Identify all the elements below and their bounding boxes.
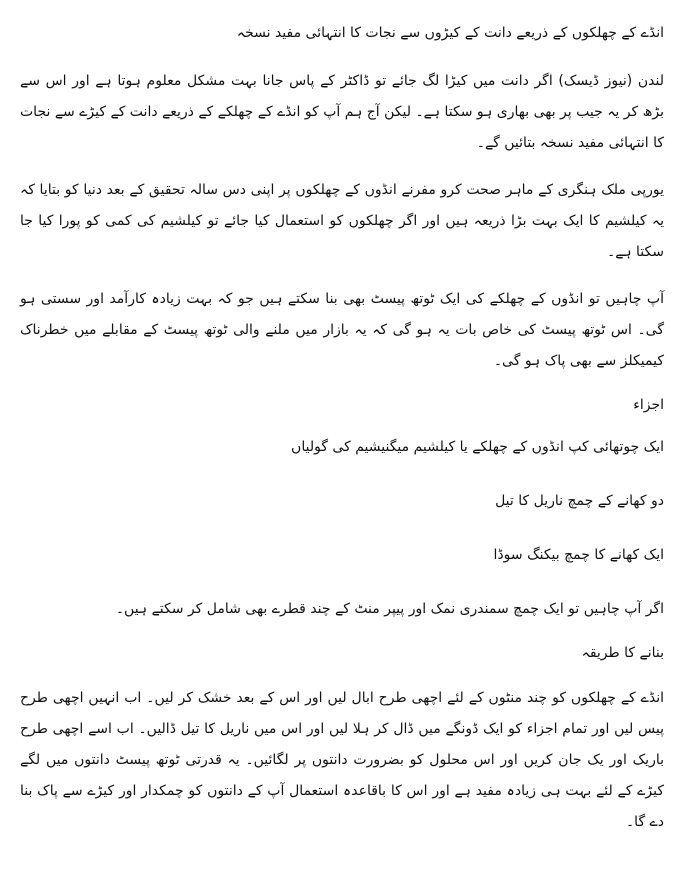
paragraph-research: یورپی ملک ہنگری کے ماہر صحت کرو مفرنے انڈوں کے چھلکوں پر اپنی دس سالہ تحقیق کے بعد دنیا کو بتایا کہ یہ کیلشیم کا ایک بہت بڑا ذریعہ ہیں اور اگر چھلکوں کو استعمال کیا جائے تو کیلشیم کی کمی کو پورا کیا جا سکتا ہے۔	[20, 182, 664, 260]
ingredient-item: اگر آپ چاہیں تو ایک چمچ سمندری نمک اور پیپر منٹ کے چند قطرے بھی شامل کر سکتے ہیں۔	[115, 601, 664, 617]
article	[20, 20, 664, 870]
paragraph-toothpaste: آپ چاہیں تو انڈوں کے چھلکے کی ایک ٹوتھ پیسٹ بھی بنا سکتے ہیں جو کہ بہت زیادہ کارآمد اور سستی ہو گی۔ اس ٹوتھ پیسٹ کی خاص بات یہ ہو گی کہ یہ بازار میں ملنے والی ٹوتھ پیسٹ کے مقابلے میں خطرناک کیمیکلز سے بھی پاک ہو گی۔	[20, 291, 664, 369]
ingredients-heading: اجزاء	[633, 397, 664, 413]
ingredient-item: دو کھانے کے چمچ ناریل کا تیل	[495, 493, 664, 509]
method-heading: بنانے کا طریقہ	[581, 645, 664, 661]
article-title: انڈے کے چھلکوں کے ذریعے دانت کے کیڑوں سے نجات کا انتہائی مفید نسخہ	[236, 25, 664, 41]
paragraph-intro: لندن (نیوز ڈیسک) اگر دانت میں کیڑا لگ جائے تو ڈاکٹر کے پاس جانا بہت مشکل معلوم ہوتا ہے اور اس سے بڑھ کر یہ جیب پر بھی بھاری ہو سکتا ہے۔ لیکن آج ہم آپ کو انڈے کے چھلکے کے ذریعے دانت کے کیڑے سے نجات کا انتہائی مفید نسخہ بتائیں گے۔	[20, 73, 664, 151]
ingredients-list	[20, 435, 664, 621]
ingredient-item: ایک چوتھائی کپ انڈوں کے چھلکے یا کیلشیم میگنیشیم کی گولیاں	[291, 439, 664, 455]
ingredient-item: ایک کھانے کا چمچ بیکنگ سوڈا	[493, 547, 664, 563]
method-paragraph: انڈے کے چھلکوں کو چند منٹوں کے لئے اچھی طرح ابال لیں اور اس کے بعد خشک کر لیں۔ اب انہیں اچھی طرح پیس لیں اور تمام اجزاء کو ایک ڈونگے میں ڈال کر ہلا لیں اور اس میں ناریل کا تیل ڈالیں۔ اب اسے اچھی طرح باریک اور یک جان کریں اور اس محلول کو بضرورت دانتوں پر لگائیں۔ یہ قدرتی ٹوتھ پیسٹ دانتوں میں لگے کیڑے کے لئے بہت ہی زیادہ مفید ہے اور اس کا باقاعدہ استعمال آپ کے دانتوں کو چمکدار اور کیڑے سے پاک بنا دے گا۔	[20, 690, 664, 830]
